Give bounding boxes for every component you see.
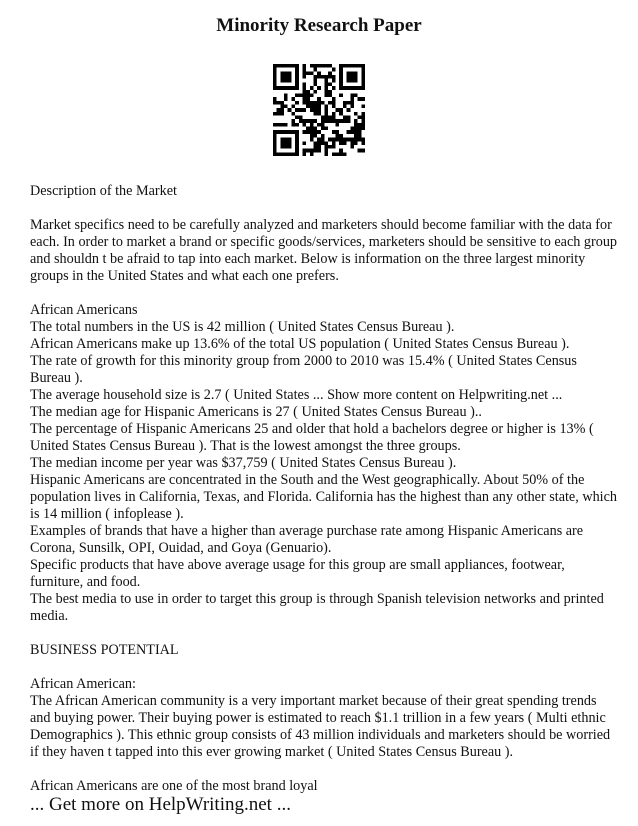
body-paragraph: Hispanic Americans are concentrated in the South and the West geographically. About 50% of the population lives in California, Texas, and Florida. California has the highest than any other state, which is 14 million ( infoplease ). [30, 472, 617, 522]
body-paragraph: The average household size is 2.7 ( United States ... Show more content on Helpwriting.net ... [30, 387, 563, 403]
body-paragraph: The percentage of Hispanic Americans 25 and older that hold a bachelors degree or higher is 13% ( United States Census Bureau ). That is the lowest amongst the three groups. [30, 421, 594, 454]
paragraph-gap [30, 625, 620, 642]
body-paragraph: The African American community is a very important market because of their great spending trends and buying power. Their buying power is estimated to reach $1.1 trillion in a few years ( Multi ethnic Demographics ). This ethnic group consists of 43 million individuals and marketers should be worried if they haven t tapped into this ever growing market ( United States Census Bureau ). [30, 693, 611, 760]
body-paragraph: African American: [30, 676, 136, 692]
body-paragraph: Market specifics need to be carefully analyzed and marketers should become familiar with the data for each. In order to market a brand or specific goods/services, marketers should be sensitive to each group and shouldn t be afraid to tap into each market. Below is information on the three largest minority groups in the United States and what each one prefers. [30, 217, 618, 284]
page-title: Minority Research Paper [216, 15, 422, 36]
body-paragraph: The best media to use in order to target this group is through Spanish television networks and printed media. [30, 591, 604, 624]
paragraph-gap [30, 285, 620, 302]
paragraph-gap [30, 761, 620, 778]
body-paragraph: The median age for Hispanic Americans is 27 ( United States Census Bureau ).. [30, 404, 482, 420]
body-paragraph: Specific products that have above average usage for this group are small appliances, footwear, furniture, and food. [30, 557, 565, 590]
paragraph-gap [30, 200, 620, 217]
paragraph-gap [30, 659, 620, 676]
body-paragraph: BUSINESS POTENTIAL [30, 642, 179, 658]
qr-code-icon [273, 64, 365, 156]
body-paragraph: The total numbers in the US is 42 million ( United States Census Bureau ). [30, 319, 455, 335]
body-paragraph: The rate of growth for this minority group from 2000 to 2010 was 15.4% ( United States Census Bureau ). [30, 353, 577, 386]
body-paragraph: African Americans are one of the most brand loyal [30, 778, 318, 794]
body-paragraph: African Americans [30, 302, 138, 318]
body-paragraph: Examples of brands that have a higher than average purchase rate among Hispanic Americans are Corona, Sunsilk, OPI, Ouidad, and Goya (Genuario). [30, 523, 584, 556]
body-paragraph: African Americans make up 13.6% of the total US population ( United States Census Bureau ). [30, 336, 570, 352]
document-body [30, 183, 620, 795]
get-more-link[interactable]: ... Get more on HelpWriting.net ... [30, 794, 291, 815]
body-paragraph: Description of the Market [30, 183, 177, 199]
body-paragraph: The median income per year was $37,759 ( United States Census Bureau ). [30, 455, 457, 471]
